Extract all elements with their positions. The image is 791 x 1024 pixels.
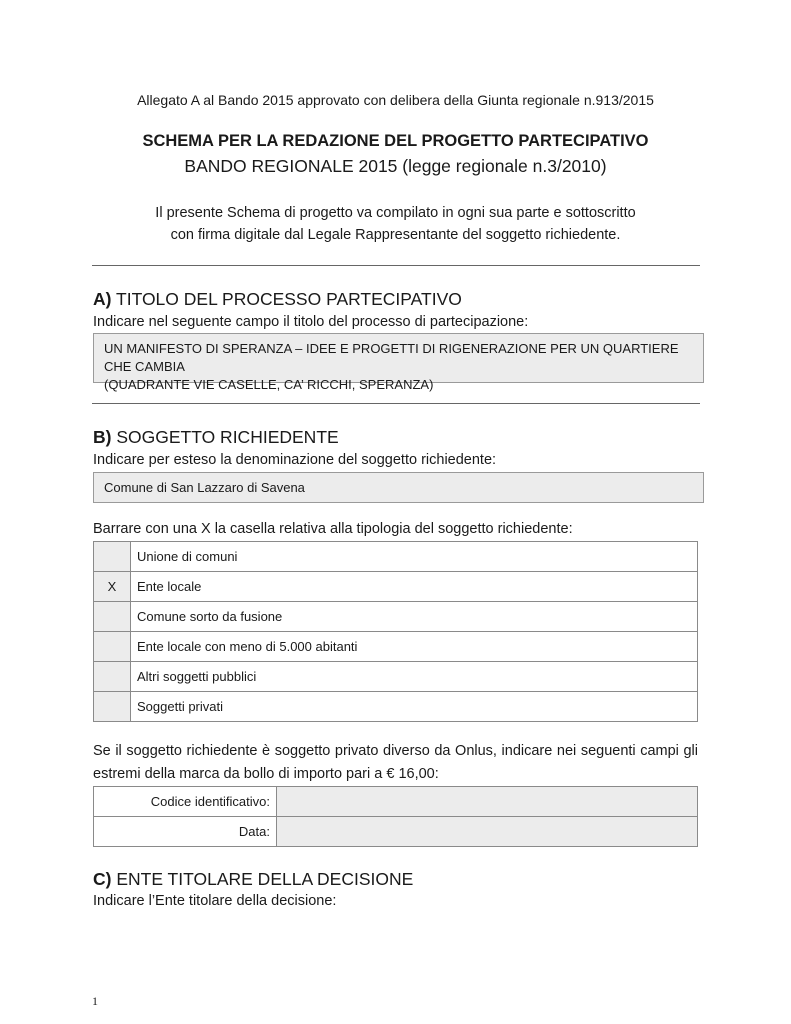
process-title-line-1: UN MANIFESTO DI SPERANZA – IDEE E PROGETTI DI RIGENERAZIONE PER UN QUARTIERE CHE CAMBIA <box>104 341 679 374</box>
stamp-code-label: Codice identificativo: <box>94 787 277 817</box>
section-a-letter: A) <box>93 289 112 309</box>
section-a-instruction: Indicare nel seguente campo il titolo del processo di partecipazione: <box>93 314 529 330</box>
divider <box>92 265 700 266</box>
process-title-line-2: (QUADRANTE VIE CASELLE, CA’ RICCHI, SPERANZA) <box>104 377 434 392</box>
section-b-title: SOGGETTO RICHIEDENTE <box>116 427 339 447</box>
table-row <box>94 602 698 632</box>
type-label: Altri soggetti pubblici <box>131 662 698 692</box>
table-row <box>94 817 698 847</box>
applicant-type-table <box>93 541 698 722</box>
stamp-code-input[interactable] <box>277 787 698 817</box>
section-b-letter: B) <box>93 427 112 447</box>
section-c-letter: C) <box>93 869 112 889</box>
section-a-title: TITOLO DEL PROCESSO PARTECIPATIVO <box>116 289 462 309</box>
intro-text <box>0 202 791 246</box>
type-label: Unione di comuni <box>131 542 698 572</box>
table-row <box>94 632 698 662</box>
type-checkbox[interactable] <box>94 602 131 632</box>
applicant-name-field[interactable] <box>93 472 704 503</box>
applicant-name-value: Comune di San Lazzaro di Savena <box>104 480 305 495</box>
stamp-date-input[interactable] <box>277 817 698 847</box>
attachment-note: Allegato A al Bando 2015 approvato con delibera della Giunta regionale n.913/2015 <box>137 92 654 108</box>
bollo-instruction: Se il soggetto richiedente è soggetto privato diverso da Onlus, indicare nei seguenti campi gli estremi della marca da bollo di importo pari a € 16,00: <box>93 743 698 782</box>
section-a-heading <box>93 289 462 310</box>
type-label: Comune sorto da fusione <box>131 602 698 632</box>
section-c-instruction: Indicare l’Ente titolare della decisione: <box>93 893 337 909</box>
stamp-duty-table <box>93 786 698 847</box>
type-checkbox[interactable] <box>94 542 131 572</box>
document-subtitle: BANDO REGIONALE 2015 (legge regionale n.3/2010) <box>184 156 607 176</box>
type-checkbox[interactable] <box>94 632 131 662</box>
type-checkbox[interactable] <box>94 662 131 692</box>
document-title: SCHEMA PER LA REDAZIONE DEL PROGETTO PARTECIPATIVO <box>142 132 649 150</box>
type-checkbox[interactable]: X <box>94 572 131 602</box>
section-b-instruction: Indicare per esteso la denominazione del soggetto richiedente: <box>93 452 497 468</box>
process-title-field[interactable] <box>93 333 704 392</box>
intro-line-2: con firma digitale dal Legale Rappresentante del soggetto richiedente. <box>170 227 621 243</box>
section-c-title: ENTE TITOLARE DELLA DECISIONE <box>116 869 414 889</box>
table-row <box>94 542 698 572</box>
table-row <box>94 662 698 692</box>
type-checkbox[interactable] <box>94 692 131 722</box>
type-label: Soggetti privati <box>131 692 698 722</box>
page-number: 1 <box>92 994 98 1008</box>
stamp-date-label: Data: <box>94 817 277 847</box>
table-row <box>94 692 698 722</box>
type-label: Ente locale con meno di 5.000 abitanti <box>131 632 698 662</box>
type-label: Ente locale <box>131 572 698 602</box>
divider <box>92 403 700 404</box>
section-b-heading <box>93 427 339 448</box>
type-instruction: Barrare con una X la casella relativa alla tipologia del soggetto richiedente: <box>93 521 573 537</box>
table-row <box>94 787 698 817</box>
section-c-heading <box>93 869 413 890</box>
table-row <box>94 572 698 602</box>
intro-line-1: Il presente Schema di progetto va compilato in ogni sua parte e sottoscritto <box>155 205 636 221</box>
